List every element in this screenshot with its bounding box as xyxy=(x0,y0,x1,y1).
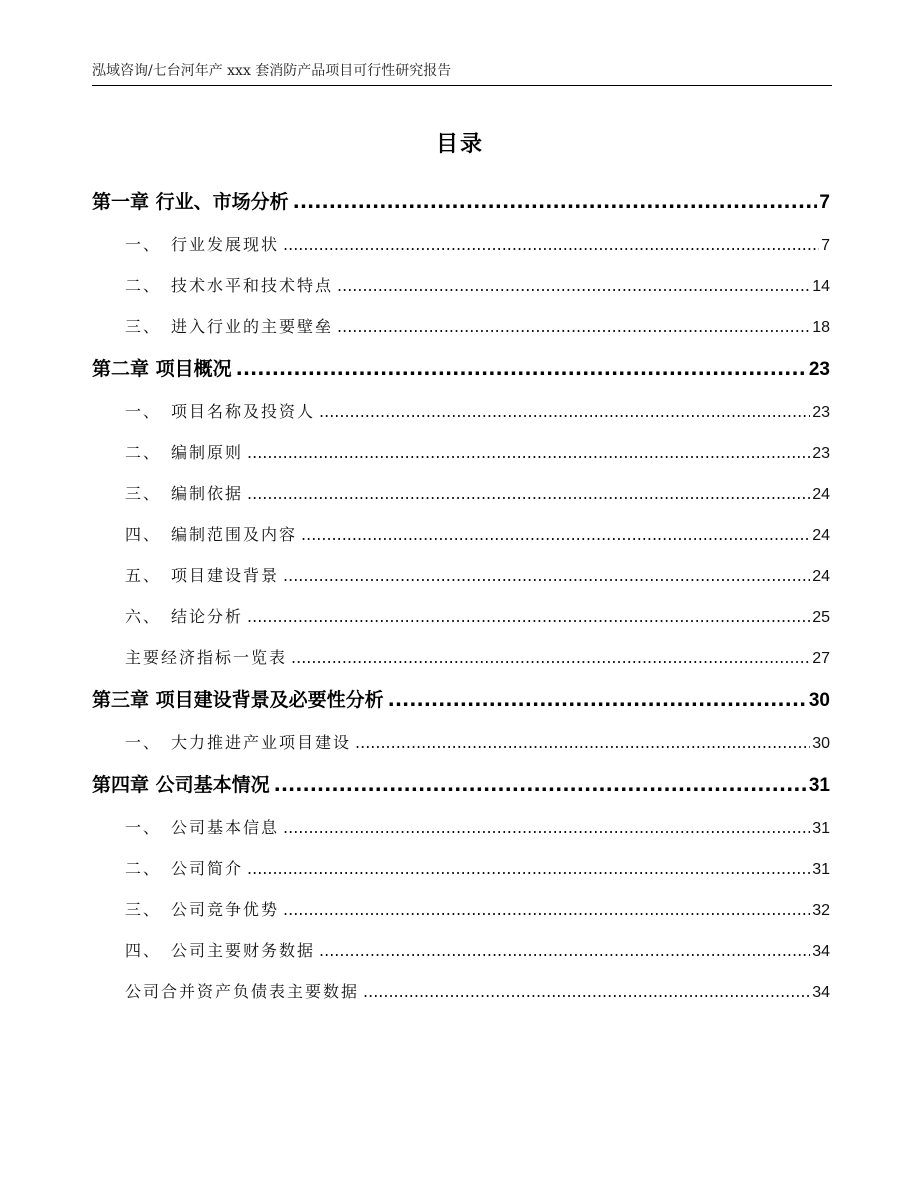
toc-page-number: 31 xyxy=(812,861,830,878)
toc-page-number: 7 xyxy=(821,237,830,254)
toc-entry-label xyxy=(125,555,283,596)
toc-section-entry[interactable] xyxy=(92,555,830,596)
toc-entry-number: 一、 xyxy=(125,235,162,254)
toc-section-entry[interactable] xyxy=(92,265,830,306)
toc-section-entry[interactable] xyxy=(92,306,830,347)
toc-entry-number: 三、 xyxy=(125,900,162,919)
toc-page-number: 24 xyxy=(812,486,830,503)
toc-entry-number: 四、 xyxy=(125,941,162,960)
toc-entry-text: 公司合并资产负债表主要数据 xyxy=(125,982,360,1001)
toc-dot-leader xyxy=(301,514,810,555)
toc-entry-label xyxy=(125,889,283,930)
toc-entry-number: 五、 xyxy=(125,566,162,585)
toc-dot-leader xyxy=(283,889,810,930)
toc-section-entry[interactable] xyxy=(92,807,830,848)
toc-chapter-entry[interactable] xyxy=(92,180,830,224)
toc-entry-text: 第四章 公司基本情况 xyxy=(92,774,270,796)
toc-entry-text: 主要经济指标一览表 xyxy=(125,648,288,667)
toc-section-entry[interactable] xyxy=(92,432,830,473)
toc-section-entry[interactable] xyxy=(92,971,830,1012)
toc-entry-label xyxy=(125,306,337,347)
toc-entry-label xyxy=(125,930,319,971)
page-header: 泓域咨询/七台河年产 xxx 套消防产品项目可行性研究报告 xyxy=(92,57,832,86)
toc-entry-text: 项目名称及投资人 xyxy=(171,402,316,421)
toc-dot-leader xyxy=(319,930,810,971)
toc-section-entry[interactable] xyxy=(92,722,830,763)
toc-title: 目录 xyxy=(435,132,484,157)
toc-entry-number: 三、 xyxy=(125,484,162,503)
toc-entry-text: 大力推进产业项目建设 xyxy=(171,733,352,752)
toc-page-number: 14 xyxy=(812,278,830,295)
toc-dot-leader xyxy=(363,971,810,1012)
toc-entry-label xyxy=(125,596,247,637)
toc-entry-label xyxy=(125,722,355,763)
toc-section-entry[interactable] xyxy=(92,514,830,555)
toc-dot-leader xyxy=(337,306,810,347)
toc-entry-label xyxy=(125,224,283,265)
toc-entry-text: 结论分析 xyxy=(171,607,244,626)
toc-page-number: 27 xyxy=(812,650,830,667)
toc-page-number: 34 xyxy=(812,984,830,1001)
toc-entry-number: 一、 xyxy=(125,402,162,421)
toc-page-number: 25 xyxy=(812,609,830,626)
toc-page-number: 23 xyxy=(812,445,830,462)
toc-entry-text: 公司基本信息 xyxy=(171,818,280,837)
toc-dot-leader xyxy=(236,347,807,391)
toc-chapter-entry[interactable] xyxy=(92,678,830,722)
toc-page-number: 34 xyxy=(812,943,830,960)
toc-entry-label xyxy=(125,637,291,678)
toc-entry-text: 第一章 行业、市场分析 xyxy=(92,191,289,213)
toc-section-entry[interactable] xyxy=(92,596,830,637)
toc-entry-text: 进入行业的主要壁垒 xyxy=(171,317,334,336)
toc-section-entry[interactable] xyxy=(92,637,830,678)
toc-entry-text: 第三章 项目建设背景及必要性分析 xyxy=(92,689,384,711)
toc-entry-text: 编制原则 xyxy=(171,443,244,462)
toc-entry-label xyxy=(125,807,283,848)
toc-page-number: 32 xyxy=(812,902,830,919)
toc-entry-label xyxy=(125,848,247,889)
toc-page-number: 31 xyxy=(812,820,830,837)
toc-dot-leader xyxy=(337,265,810,306)
toc-dot-leader xyxy=(247,473,810,514)
toc-dot-leader xyxy=(319,391,810,432)
toc-dot-leader xyxy=(247,432,810,473)
toc-entry-label xyxy=(92,347,236,391)
toc-dot-leader xyxy=(283,224,819,265)
toc-entry-text: 行业发展现状 xyxy=(171,235,280,254)
toc-entry-label xyxy=(125,391,319,432)
toc-entry-text: 编制范围及内容 xyxy=(171,525,298,544)
toc-page-number: 7 xyxy=(819,192,830,213)
toc-section-entry[interactable] xyxy=(92,391,830,432)
toc-entry-label xyxy=(92,678,388,722)
table-of-contents xyxy=(92,180,830,1012)
toc-page-number: 23 xyxy=(812,404,830,421)
toc-entry-text: 第二章 项目概况 xyxy=(92,358,232,380)
toc-section-entry[interactable] xyxy=(92,224,830,265)
toc-entry-label xyxy=(125,432,247,473)
toc-entry-number: 一、 xyxy=(125,818,162,837)
toc-entry-label xyxy=(125,265,337,306)
toc-page-number: 30 xyxy=(808,690,830,711)
toc-page-number: 23 xyxy=(808,359,830,380)
toc-page-number: 24 xyxy=(812,527,830,544)
toc-section-entry[interactable] xyxy=(92,848,830,889)
toc-entry-text: 公司主要财务数据 xyxy=(171,941,316,960)
toc-entry-label xyxy=(125,971,363,1012)
toc-entry-text: 公司简介 xyxy=(171,859,244,878)
toc-entry-text: 项目建设背景 xyxy=(171,566,280,585)
toc-entry-text: 技术水平和技术特点 xyxy=(171,276,334,295)
toc-entry-label xyxy=(92,180,293,224)
toc-dot-leader xyxy=(283,807,810,848)
toc-entry-number: 四、 xyxy=(125,525,162,544)
toc-page-number: 30 xyxy=(812,735,830,752)
toc-page-number: 24 xyxy=(812,568,830,585)
toc-dot-leader xyxy=(247,848,810,889)
toc-section-entry[interactable] xyxy=(92,473,830,514)
toc-dot-leader xyxy=(355,722,810,763)
toc-section-entry[interactable] xyxy=(92,889,830,930)
toc-entry-number: 二、 xyxy=(125,276,162,295)
toc-entry-number: 六、 xyxy=(125,607,162,626)
toc-entry-number: 三、 xyxy=(125,317,162,336)
toc-dot-leader xyxy=(283,555,810,596)
toc-entry-text: 公司竞争优势 xyxy=(171,900,280,919)
toc-chapter-entry[interactable] xyxy=(92,763,830,807)
toc-entry-label xyxy=(125,514,301,555)
toc-page-number: 31 xyxy=(808,775,830,796)
toc-entry-number: 一、 xyxy=(125,733,162,752)
toc-dot-leader xyxy=(291,637,810,678)
toc-entry-text: 编制依据 xyxy=(171,484,244,503)
toc-entry-label xyxy=(92,763,274,807)
toc-dot-leader xyxy=(293,180,818,224)
toc-page-number: 18 xyxy=(812,319,830,336)
toc-dot-leader xyxy=(247,596,810,637)
toc-dot-leader xyxy=(388,678,807,722)
toc-section-entry[interactable] xyxy=(92,930,830,971)
toc-entry-number: 二、 xyxy=(125,859,162,878)
toc-chapter-entry[interactable] xyxy=(92,347,830,391)
toc-dot-leader xyxy=(274,763,807,807)
toc-entry-number: 二、 xyxy=(125,443,162,462)
toc-entry-label xyxy=(125,473,247,514)
